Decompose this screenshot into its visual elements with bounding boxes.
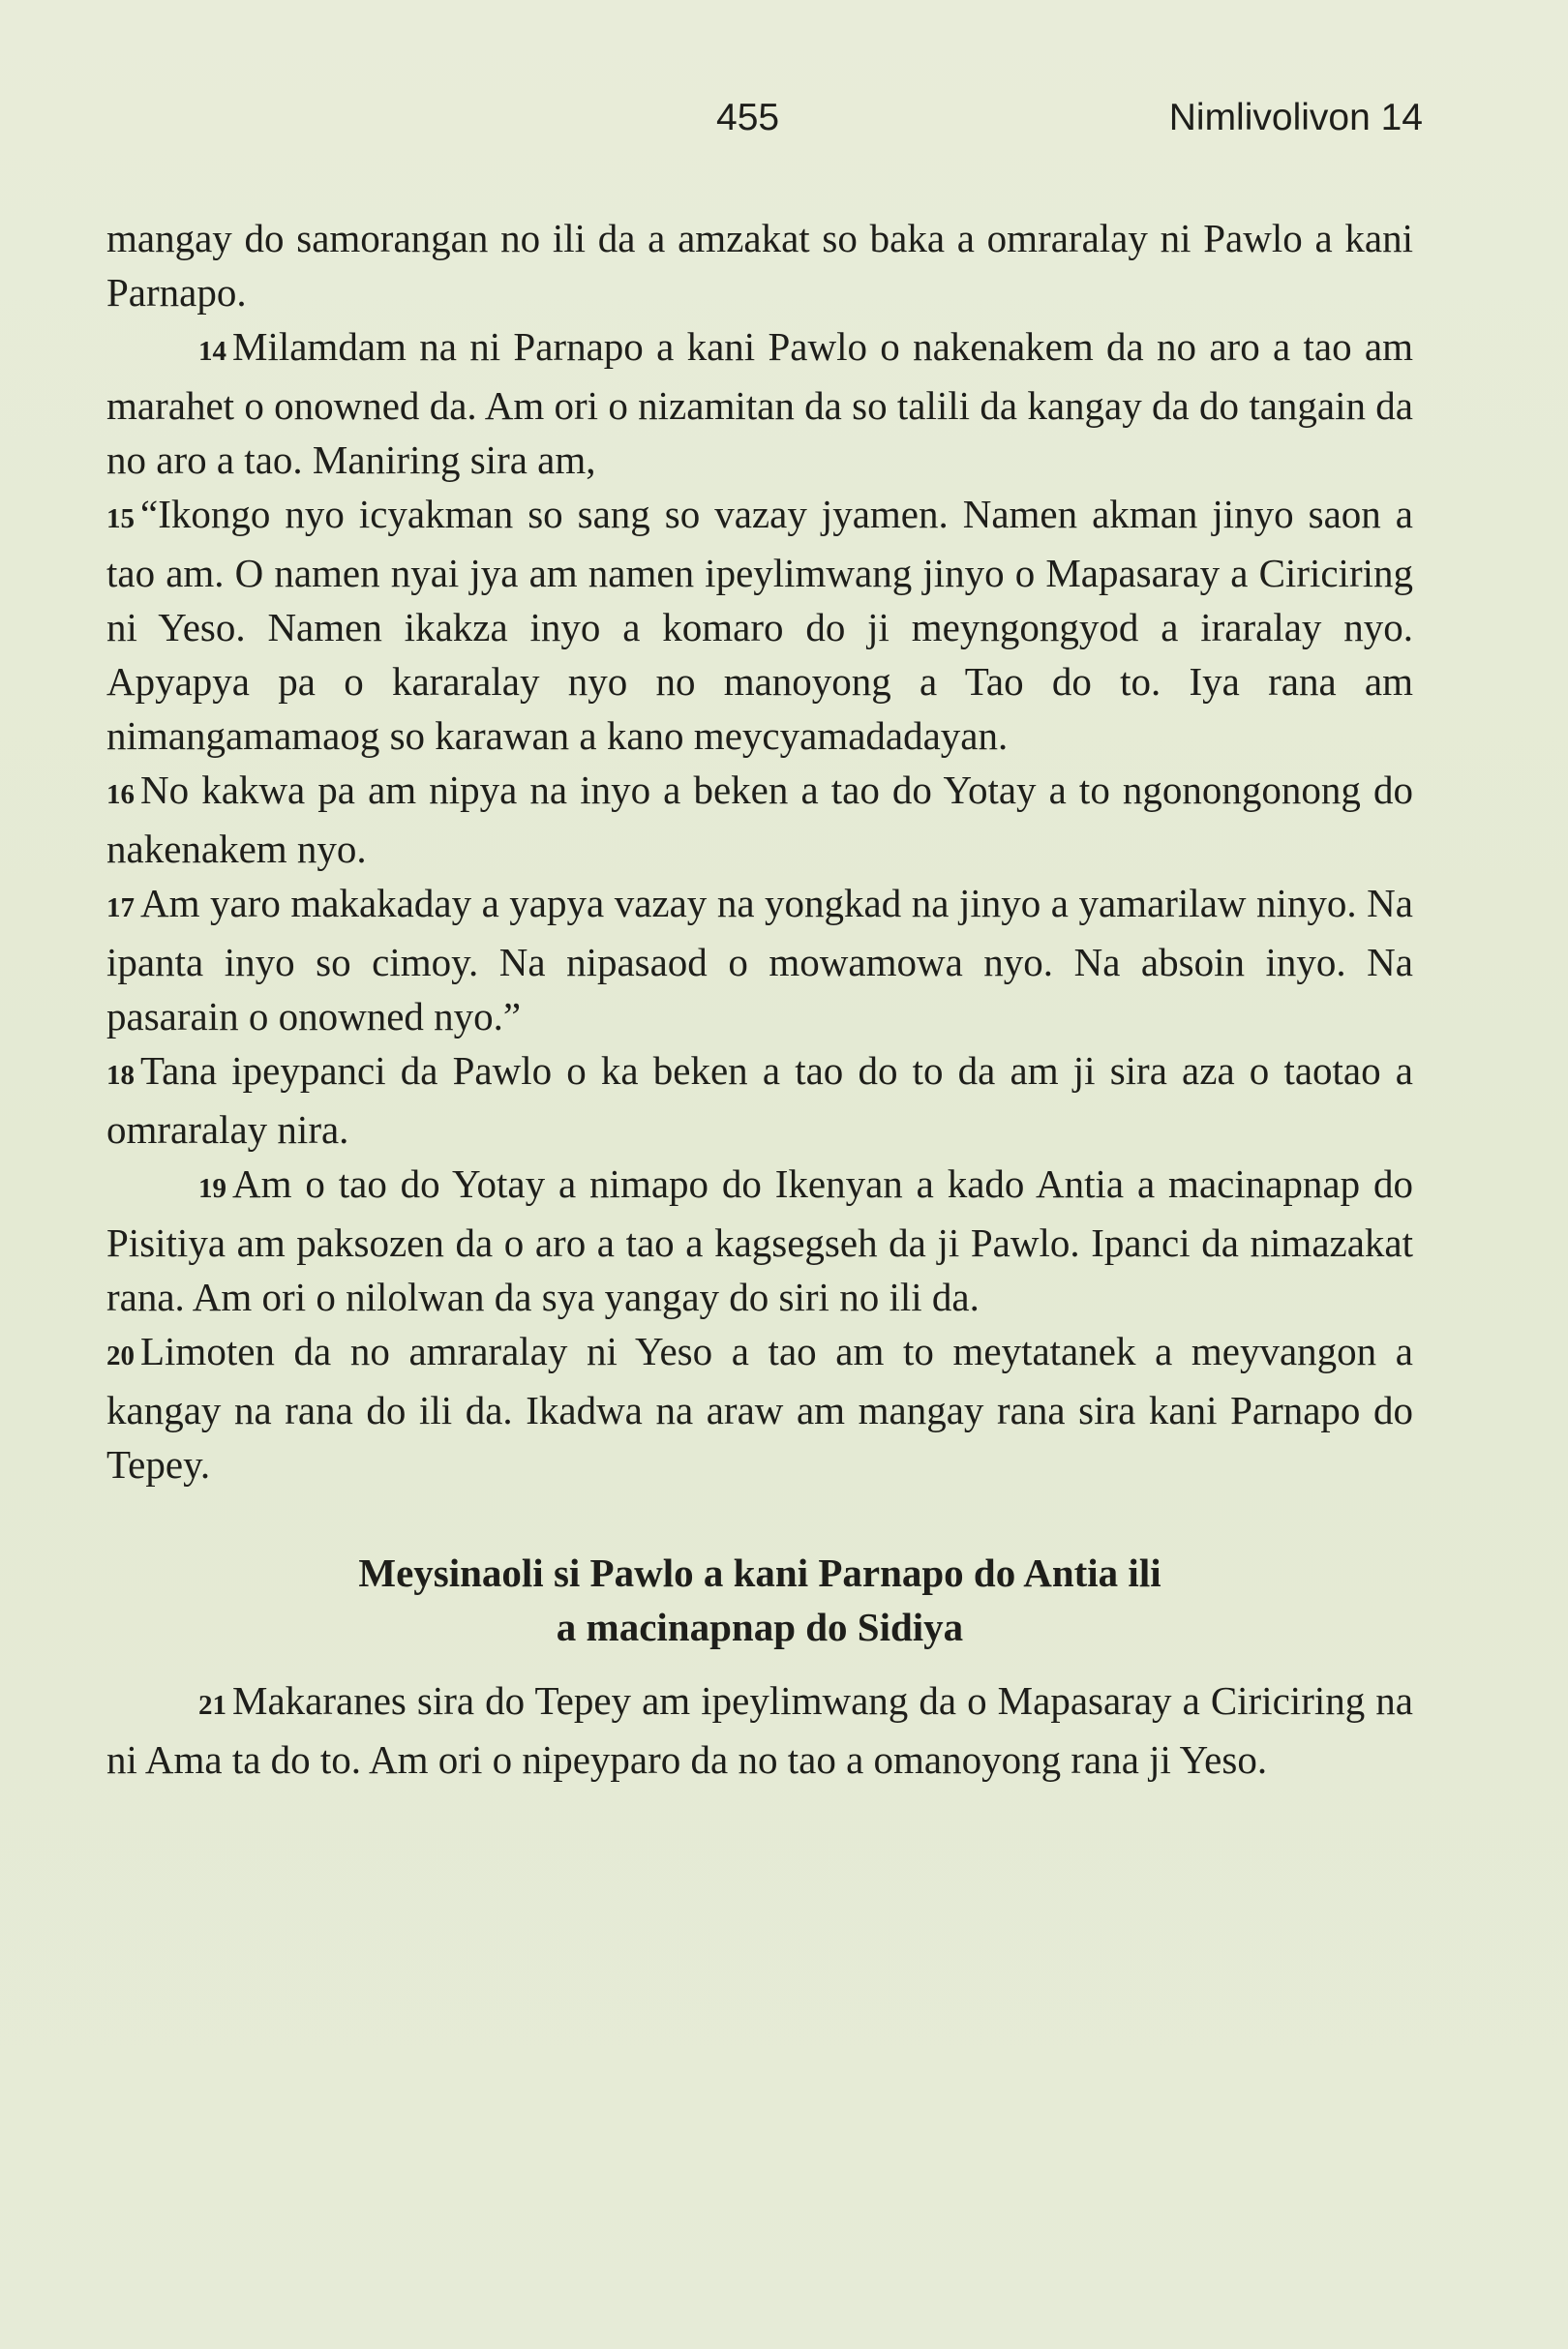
verse-text: Limoten da no amraralay ni Yeso a tao am to meytatanek a meyvangon a kangay na rana do ili da. Ikadwa na araw am mangay rana sira kani Parnapo do Tepey. (106, 1329, 1413, 1487)
verse-number: 15 (106, 503, 135, 534)
verse-number: 14 (198, 336, 226, 367)
verse-18 (106, 1043, 1413, 1157)
verse-text: Am o tao do Yotay a nimapo do Ikenyan a kado Antia a macinapnap do Pisitiya am paksozen da o aro a tao a kagsegseh da ji Pawlo. Ipanci da nimazakat rana. Am ori o nilolwan da sya yangay do siri no ili da. (106, 1161, 1413, 1319)
verse-number: 17 (106, 892, 135, 923)
verse-20 (106, 1324, 1413, 1491)
page-header (106, 97, 1423, 155)
page-number: 455 (716, 97, 780, 138)
verse-14 (106, 319, 1413, 487)
verse-text: “Ikongo nyo icyakman so sang so vazay jyamen. Namen akman jinyo saon a tao am. O namen nyai jya am namen ipeylimwang jinyo o Mapasaray a Ciriciring ni Yeso. Namen ikakza inyo a komaro do ji meyngongyod a iraralay nyo. Apyapya pa o kararalay nyo no manoyong a Tao do to. Iya rana am nimangamamaog so karawan a kano meycyamadadayan. (106, 492, 1413, 758)
verse-17 (106, 876, 1413, 1043)
section-heading (106, 1546, 1413, 1654)
verse-15 (106, 487, 1413, 763)
section-heading-line-2: a macinapnap do Sidiya (556, 1605, 964, 1649)
verse-text: Am yaro makakaday a yapya vazay na yongkad na jinyo a yamarilaw ninyo. Na ipanta inyo so cimoy. Na nipasaod o mowamowa nyo. Na absoin inyo. Na pasarain o onowned nyo.” (106, 881, 1413, 1039)
running-head: Nimlivolivon 14 (1168, 97, 1423, 138)
verse-19 (106, 1157, 1413, 1324)
verse-16 (106, 763, 1413, 876)
verse-text: Makaranes sira do Tepey am ipeylimwang da o Mapasaray a Ciriciring na ni Ama ta do to. Am ori o nipeyparo da no tao a omanoyong rana ji Yeso. (106, 1678, 1413, 1782)
verse-21 (106, 1673, 1413, 1787)
verse-text: No kakwa pa am nipya na inyo a beken a tao do Yotay a to ngonongonong do nakenakem nyo. (106, 768, 1413, 871)
verse-number: 20 (106, 1340, 135, 1371)
verse-number: 18 (106, 1060, 135, 1091)
verse-text: Milamdam na ni Parnapo a kani Pawlo o nakenakem da no aro a tao am marahet o onowned da. Am ori o nizamitan da so talili da kangay da do tangain da no aro a tao. Maniring sira am, (106, 324, 1413, 482)
verse-text: Tana ipeypanci da Pawlo o ka beken a tao do to da am ji sira aza o taotao a omraralay nira. (106, 1048, 1413, 1152)
paragraph-text: mangay do samorangan no ili da a amzakat so baka a omraralay ni Pawlo a kani Parnapo. (106, 216, 1413, 315)
paragraph-continuation (106, 211, 1413, 319)
verse-number: 21 (198, 1690, 226, 1721)
section-heading-line-1: Meysinaoli si Pawlo a kani Parnapo do Antia ili (358, 1551, 1161, 1595)
verse-number: 16 (106, 779, 135, 810)
verse-number: 19 (198, 1173, 226, 1204)
body-text (106, 211, 1413, 1787)
